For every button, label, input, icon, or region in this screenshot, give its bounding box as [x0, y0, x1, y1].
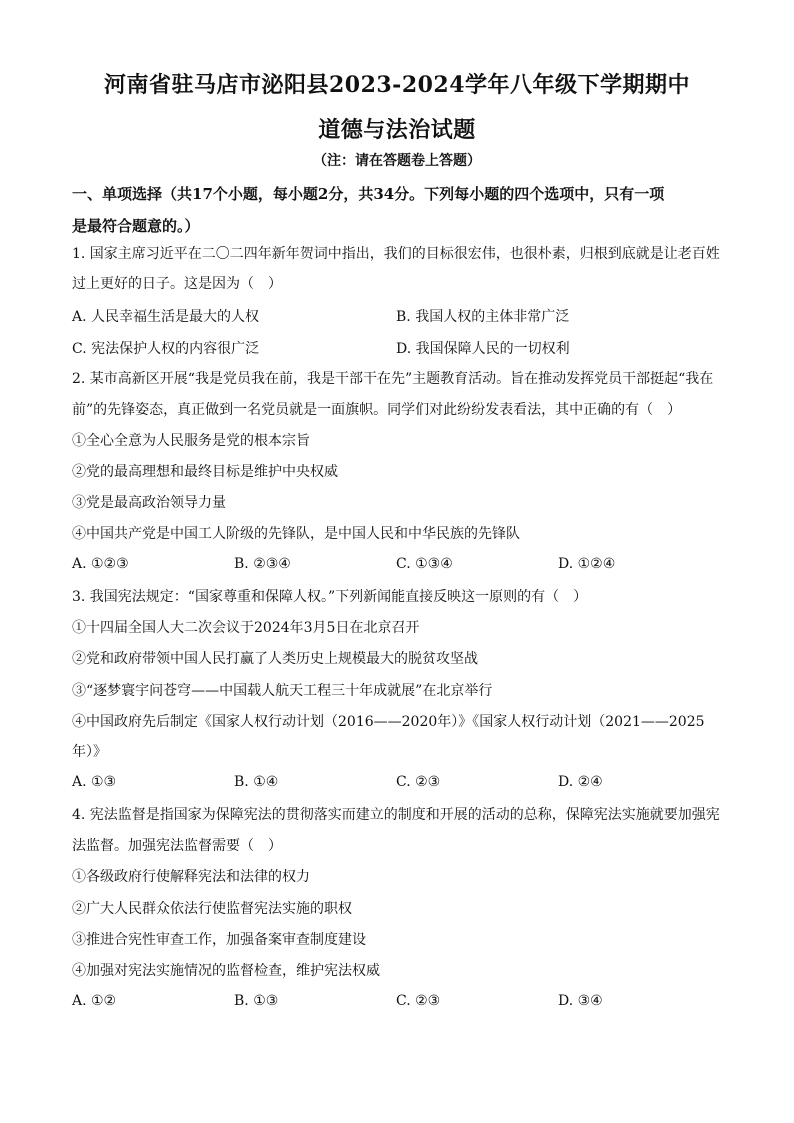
question-3-item-2: ②党和政府带领中国人民打赢了人类历史上规模最大的脱贫攻坚战 — [72, 651, 478, 667]
question-2-item-2: ②党的最高理想和最终目标是维护中央权威 — [72, 464, 338, 480]
question-4-options — [72, 993, 732, 1015]
option-b: B. 我国人权的主体非常广泛 — [396, 309, 570, 325]
question-3-item-3: ③“逐梦寰宇问苍穹——中国载人航天工程三十年成就展”在北京举行 — [72, 683, 493, 699]
question-2-item-1: ①全心全意为人民服务是党的根本宗旨 — [72, 433, 310, 449]
option-d: D. 我国保障人民的一切权利 — [396, 341, 570, 357]
option-a: A. ①②③ — [72, 556, 129, 572]
exam-note: （注：请在答题卷上答题） — [313, 153, 481, 169]
question-2-item-4: ④中国共产党是中国工人阶级的先锋队，是中国人民和中华民族的先锋队 — [72, 526, 520, 542]
option-a: A. 人民幸福生活是最大的人权 — [72, 309, 260, 325]
question-4-item-1: ①各级政府行使解释宪法和法律的权力 — [72, 869, 310, 885]
question-4-stem-cont: 法监督。加强宪法监督需要（ ） — [72, 838, 282, 854]
question-3-item-1: ①十四届全国人大二次会议于2024年3月5日在北京召开 — [72, 620, 420, 636]
question-3-options — [72, 774, 732, 796]
question-4-stem: 4. 宪法监督是指国家为保障宪法的贯彻落实而建立的制度和开展的活动的总称，保障宪法实施就要加强宪 — [72, 807, 720, 823]
question-4-item-4: ④加强对宪法实施情况的监督检查，维护宪法权威 — [72, 963, 380, 979]
question-4-item-2: ②广大人民群众依法行使监督宪法实施的职权 — [72, 901, 352, 917]
option-c: C. 宪法保护人权的内容很广泛 — [72, 341, 260, 357]
option-d: D. ③④ — [558, 993, 603, 1009]
question-2-stem-cont: 前”的先锋姿态，真正做到一名党员就是一面旗帜。同学们对此纷纷发表看法，其中正确的有（ ） — [72, 402, 682, 418]
question-3-item-4: ④中国政府先后制定《国家人权行动计划（2016——2020年）》《国家人权行动计划（2021——2025 — [72, 714, 705, 730]
question-3-item-4-cont: 年）》 — [72, 744, 107, 760]
option-a: A. ①③ — [72, 774, 117, 790]
option-b: B. ①③ — [234, 993, 279, 1009]
option-d: D. ②④ — [558, 774, 603, 790]
question-1-options — [72, 306, 732, 328]
question-1-stem-cont: 过上更好的日子。这是因为（ ） — [72, 276, 282, 292]
option-b: B. ②③④ — [234, 556, 291, 572]
option-b: B. ①④ — [234, 774, 279, 790]
question-2-item-3: ③党是最高政治领导力量 — [72, 495, 226, 511]
exam-title: 河南省驻马店市泌阳县2023-2024学年八年级下学期期中 — [103, 72, 691, 98]
question-1-stem: 1. 国家主席习近平在二〇二四年新年贺词中指出，我们的目标很宏伟，也很朴素，归根到底就是让老百姓 — [72, 246, 720, 262]
option-d: D. ①②④ — [558, 556, 616, 572]
option-c: C. ②③ — [396, 993, 441, 1009]
question-4-item-3: ③推进合宪性审查工作，加强备案审查制度建设 — [72, 932, 366, 948]
option-c: C. ①③④ — [396, 556, 453, 572]
question-3-stem: 3. 我国宪法规定：“国家尊重和保障人权。”下列新闻能直接反映这一原则的有（ ） — [72, 589, 588, 605]
question-2-options — [72, 556, 732, 578]
option-c: C. ②③ — [396, 774, 441, 790]
exam-subject-title: 道德与法治试题 — [318, 117, 476, 143]
section-heading: 一、单项选择（共17个小题，每小题2分，共34分。下列每小题的四个选项中，只有一项 — [72, 185, 665, 203]
question-2-stem: 2. 某市高新区开展“我是党员我在前，我是干部干在先”主题教育活动。旨在推动发挥党员干部挺起“我在 — [72, 371, 714, 387]
question-1-options-row2 — [72, 338, 732, 360]
option-a: A. ①② — [72, 993, 117, 1009]
section-heading-cont: 是最符合题意的。） — [72, 217, 200, 235]
